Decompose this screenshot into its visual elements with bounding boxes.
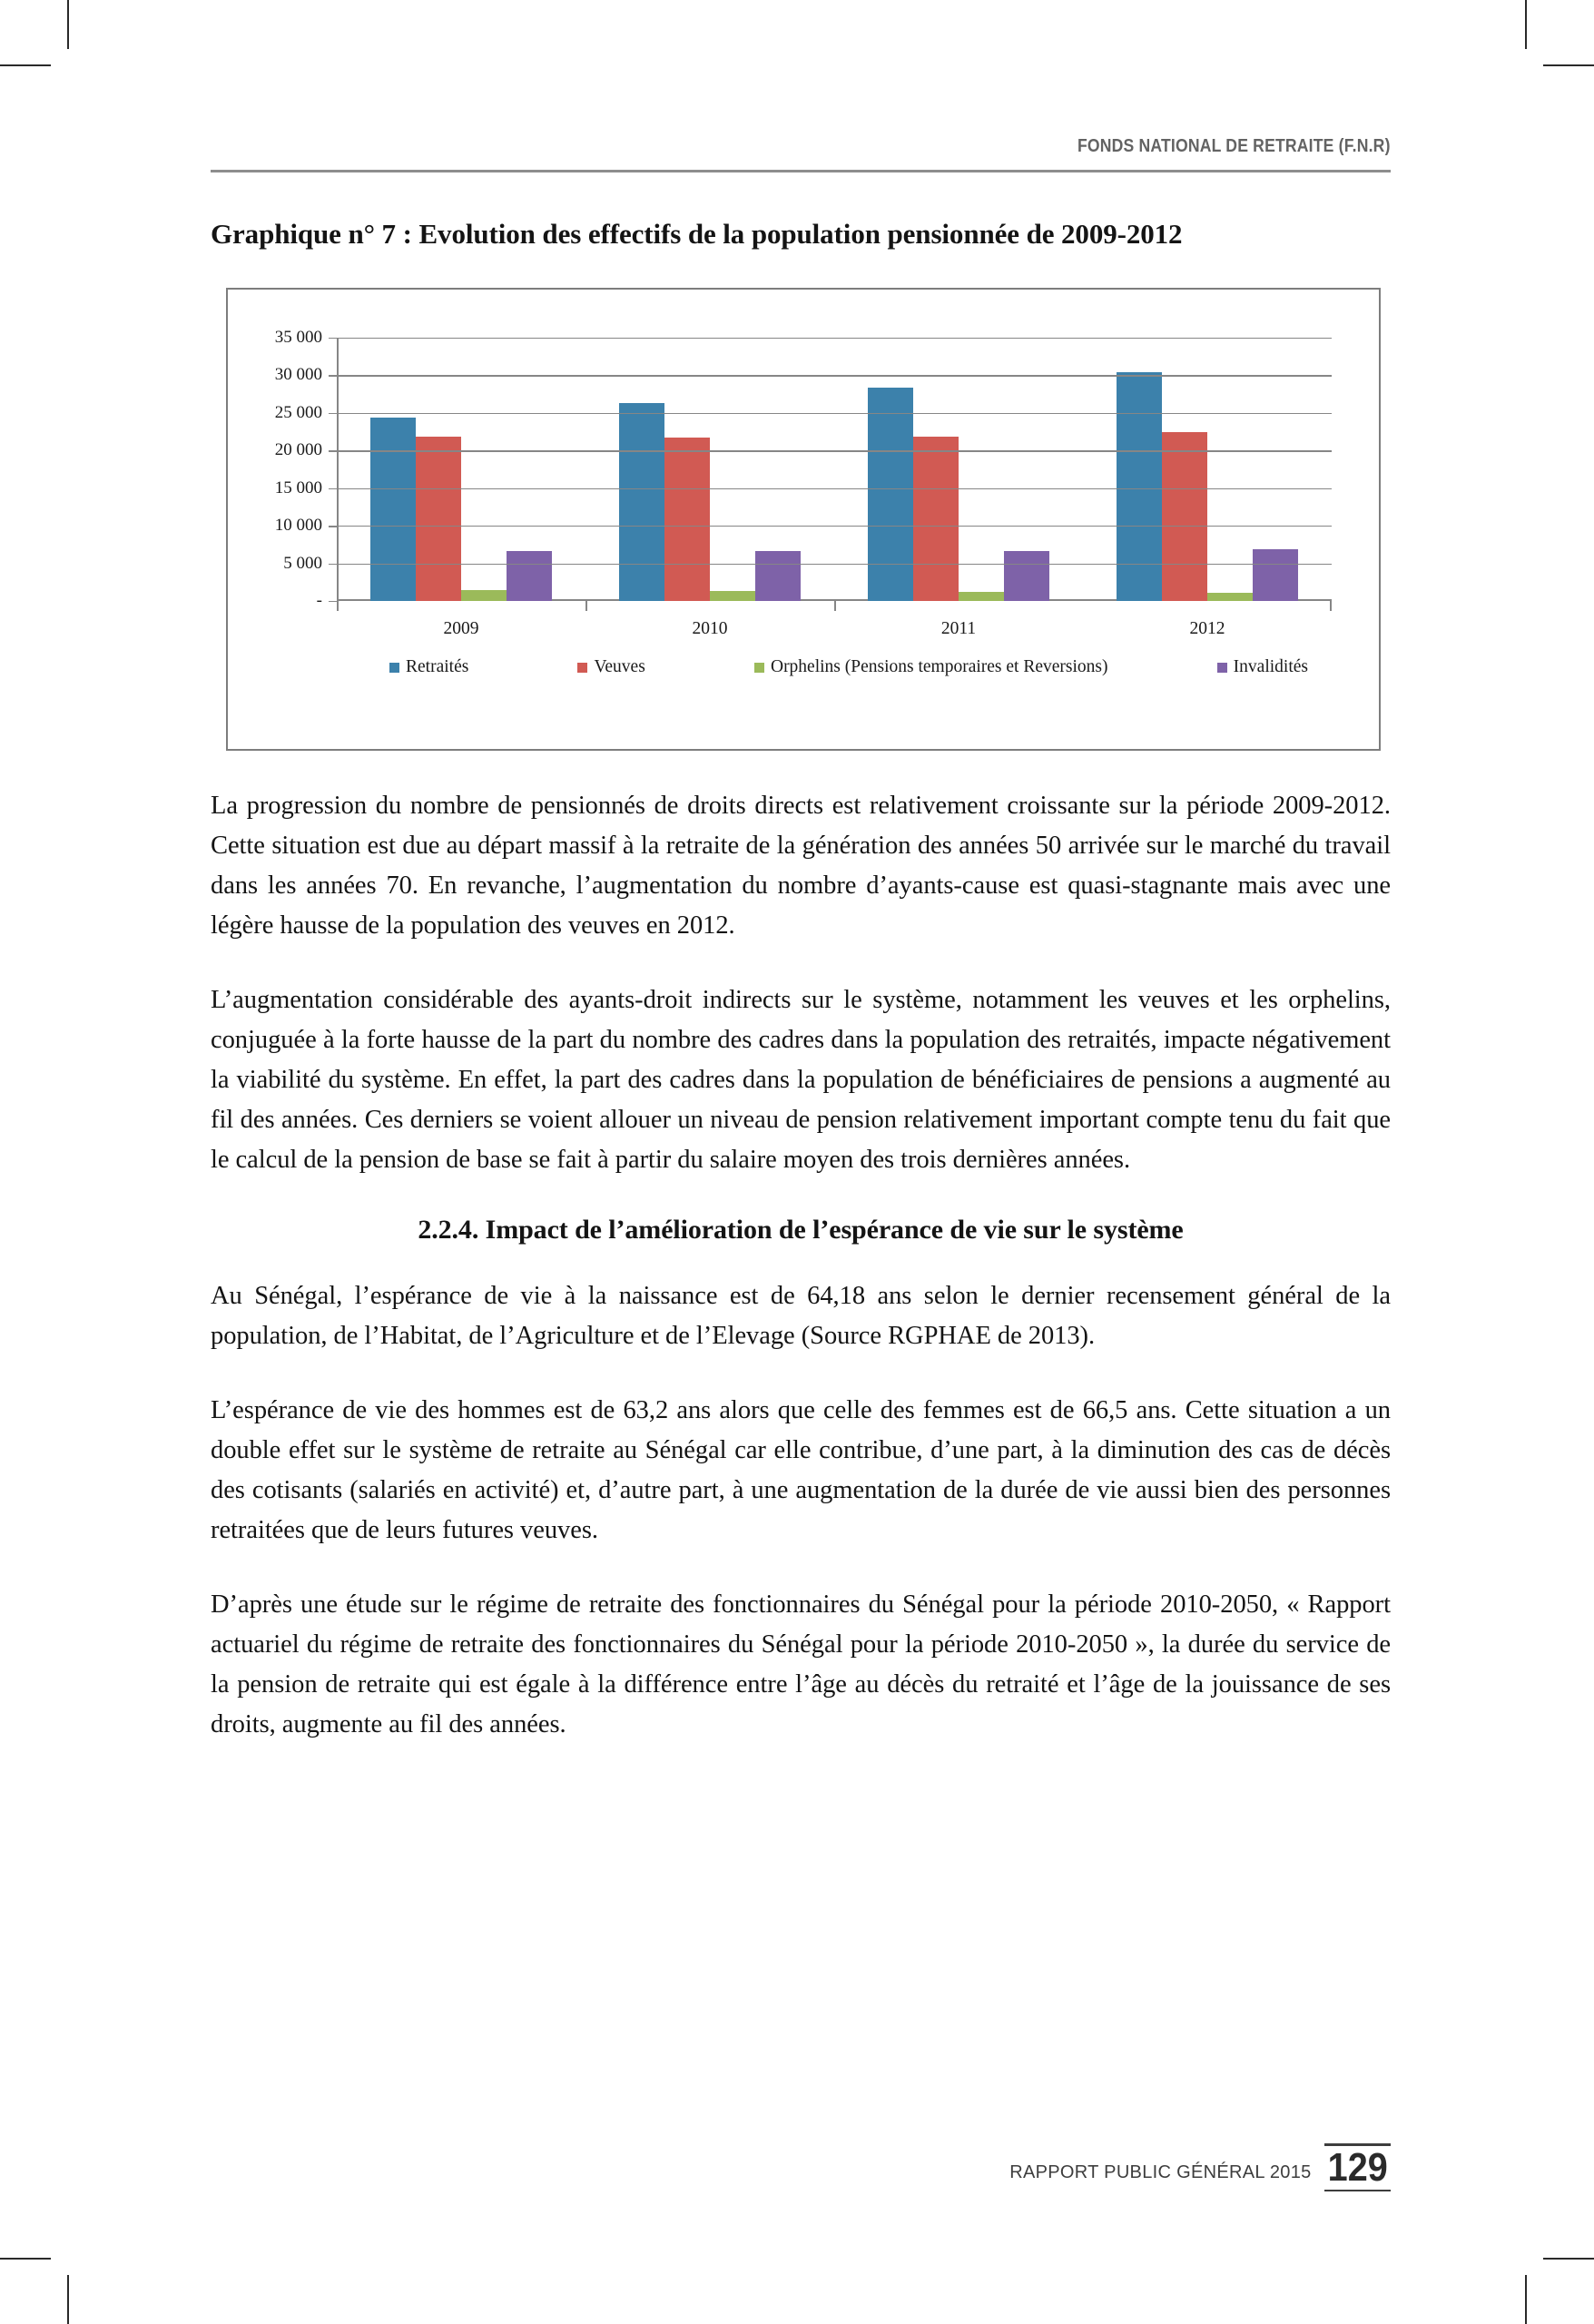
running-head bbox=[211, 136, 1391, 157]
paragraph-1: La progression du nombre de pensionnés de droits directs est relativement croissante sur la période 2009-2012. Cette situation est due au départ massif à la retraite de la génération des années 50 arrivée sur le marché du travail dans les années 70. En revanche, l’augmentation du nombre d’ayants-cause est quasi-stagnante mais avec une légère hausse de la population des veuves en 2012. bbox=[211, 792, 1391, 940]
chart-legend-label: Invalidités bbox=[1233, 657, 1308, 676]
footer-report-label: RAPPORT PUBLIC GÉNÉRAL 2015 bbox=[1009, 2162, 1312, 2182]
paragraph-3: Au Sénégal, l’espérance de vie à la naissance est de 64,18 ans selon le dernier recensement général de la population, de l’Habitat, de l’Agriculture et de l’Elevage (Source RGPHAE de 2013). bbox=[211, 1282, 1391, 1350]
crop-mark-top-left-horizontal bbox=[0, 64, 51, 66]
chart-bar bbox=[1117, 372, 1162, 601]
chart-x-label: 2012 bbox=[1189, 619, 1225, 638]
chart-bar bbox=[1207, 593, 1253, 601]
subheading-2-2-4: 2.2.4. Impact de l’amélioration de l’espérance de vie sur le système bbox=[418, 1215, 1184, 1245]
chart-y-tick bbox=[329, 526, 337, 527]
chart-bar bbox=[370, 418, 416, 601]
page-number-block bbox=[1324, 2143, 1391, 2191]
chart-legend-item bbox=[577, 657, 644, 677]
chart-x-label: 2011 bbox=[940, 619, 977, 638]
chart-x-label: 2009 bbox=[443, 619, 479, 638]
page-number: 129 bbox=[1327, 2145, 1388, 2190]
chart-bar bbox=[507, 551, 552, 601]
figure-title: Graphique n° 7 : Evolution des effectifs de la population pensionnée de 2009-2012 bbox=[211, 218, 1183, 250]
chart-legend-swatch bbox=[577, 663, 587, 673]
page-footer bbox=[211, 2143, 1391, 2191]
crop-mark-top-left-vertical bbox=[67, 0, 69, 49]
running-head-text: FONDS NATIONAL DE RETRAITE (F.N.R) bbox=[1077, 136, 1391, 156]
chart-bar-set bbox=[370, 338, 552, 601]
chart-x-label: 2010 bbox=[692, 619, 728, 638]
chart-bar bbox=[1162, 432, 1207, 601]
body-content bbox=[211, 786, 1391, 1779]
chart-y-tick bbox=[329, 375, 337, 376]
chart-bar bbox=[1004, 551, 1049, 602]
chart-gridline bbox=[337, 488, 1332, 489]
chart-y-tick bbox=[329, 488, 337, 489]
chart-legend-item bbox=[389, 657, 468, 677]
chart-bar bbox=[755, 551, 801, 602]
chart-bar bbox=[664, 438, 710, 601]
chart-legend-swatch bbox=[754, 663, 764, 673]
chart-gridline bbox=[337, 526, 1332, 527]
chart-y-tick-label: 10 000 bbox=[274, 516, 322, 536]
chart-y-tick-label: 5 000 bbox=[283, 553, 322, 573]
chart-bar-group bbox=[1083, 338, 1332, 601]
paragraph-5: D’après une étude sur le régime de retraite des fonctionnaires du Sénégal pour la période 2010-2050, « Rapport actuariel du régime de retraite des fonctionnaires du Sénégal pour la période 2010-2050 », la durée du service de la pension de retraite qui est égale à la différence entre l’âge au décès du retraité et l’âge de la jouissance de ses droits, augmente au fil des années. bbox=[211, 1590, 1391, 1738]
crop-mark-bottom-right-vertical bbox=[1525, 2275, 1527, 2324]
chart-x-tick-labels bbox=[337, 619, 1332, 639]
chart-gridline bbox=[337, 413, 1332, 414]
chart-bar-set bbox=[619, 338, 801, 601]
chart-legend-item bbox=[1217, 657, 1308, 677]
chart-x-tick bbox=[834, 601, 836, 611]
chart-bar bbox=[913, 437, 959, 601]
chart-gridline bbox=[337, 450, 1332, 451]
crop-mark-top-right-vertical bbox=[1525, 0, 1527, 49]
chart-bar-group bbox=[337, 338, 585, 601]
chart-x-tick bbox=[1330, 601, 1332, 611]
crop-mark-bottom-left-horizontal bbox=[0, 2258, 51, 2260]
chart-legend bbox=[337, 657, 1332, 677]
chart-bar-group bbox=[834, 338, 1083, 601]
chart-bar bbox=[619, 403, 664, 601]
running-head-rule bbox=[211, 170, 1391, 172]
chart-x-tick bbox=[585, 601, 587, 611]
crop-mark-top-right-horizontal bbox=[1543, 64, 1594, 66]
chart-y-tick-label: 30 000 bbox=[274, 365, 322, 385]
chart-gridline bbox=[337, 564, 1332, 565]
chart-figure bbox=[226, 288, 1381, 751]
chart-bar bbox=[959, 592, 1004, 601]
chart-canvas bbox=[228, 290, 1379, 749]
chart-legend-item bbox=[754, 657, 1108, 677]
chart-x-tick bbox=[337, 601, 339, 611]
chart-legend-label: Veuves bbox=[594, 657, 645, 676]
chart-y-tick bbox=[329, 564, 337, 565]
chart-bar bbox=[416, 437, 461, 601]
chart-legend-label: Orphelins (Pensions temporaires et Reversions) bbox=[770, 657, 1108, 676]
chart-bar-groups bbox=[337, 338, 1332, 601]
chart-y-tick-label: 25 000 bbox=[274, 402, 322, 422]
chart-y-tick-label: - bbox=[316, 591, 322, 610]
chart-plot-area bbox=[274, 328, 1332, 610]
chart-bar-set bbox=[1117, 338, 1298, 601]
chart-legend-swatch bbox=[1217, 663, 1227, 673]
chart-y-tick-label: 35 000 bbox=[274, 328, 322, 347]
chart-y-tick-label: 20 000 bbox=[274, 440, 322, 460]
chart-y-tick bbox=[329, 601, 337, 602]
chart-y-tick bbox=[329, 413, 337, 414]
chart-bar-group bbox=[585, 338, 834, 601]
paragraph-2: L’augmentation considérable des ayants-droit indirects sur le système, notamment les veuves et les orphelins, conjuguée à la forte hausse de la part du nombre des cadres dans la population des retraités, impacte négativement la viabilité du système. En effet, la part des cadres dans la population de bénéficiaires de pensions a augmenté au fil des années. Ces derniers se voient allouer un niveau de pension relativement important compte tenu du fait que le calcul de la pension de base se fait à partir du salaire moyen des trois dernières années. bbox=[211, 986, 1391, 1174]
paragraph-4: L’espérance de vie des hommes est de 63,2 ans alors que celle des femmes est de 66,5 ans. Cette situation a un double effet sur le système de retraite au Sénégal car elle contribue, d’une part, à la diminution des cas de décès des cotisants (salariés en activité) et, d’autre part, à une augmentation de la durée de vie aussi bien des personnes retraitées que de leurs futures veuves. bbox=[211, 1396, 1391, 1544]
crop-mark-bottom-right-horizontal bbox=[1543, 2258, 1594, 2260]
chart-y-tick bbox=[329, 338, 337, 339]
chart-bar-set bbox=[868, 338, 1049, 601]
chart-y-tick-label: 15 000 bbox=[274, 478, 322, 497]
chart-gridline bbox=[337, 338, 1332, 339]
crop-mark-bottom-left-vertical bbox=[67, 2275, 69, 2324]
chart-y-tick bbox=[329, 450, 337, 451]
chart-bar bbox=[461, 590, 507, 601]
document-page bbox=[211, 0, 1391, 2324]
chart-bar bbox=[868, 388, 913, 601]
chart-legend-label: Retraités bbox=[406, 657, 469, 676]
chart-gridline bbox=[337, 375, 1332, 376]
chart-bar bbox=[710, 591, 755, 601]
chart-bar bbox=[1253, 549, 1298, 601]
chart-legend-swatch bbox=[389, 663, 399, 673]
